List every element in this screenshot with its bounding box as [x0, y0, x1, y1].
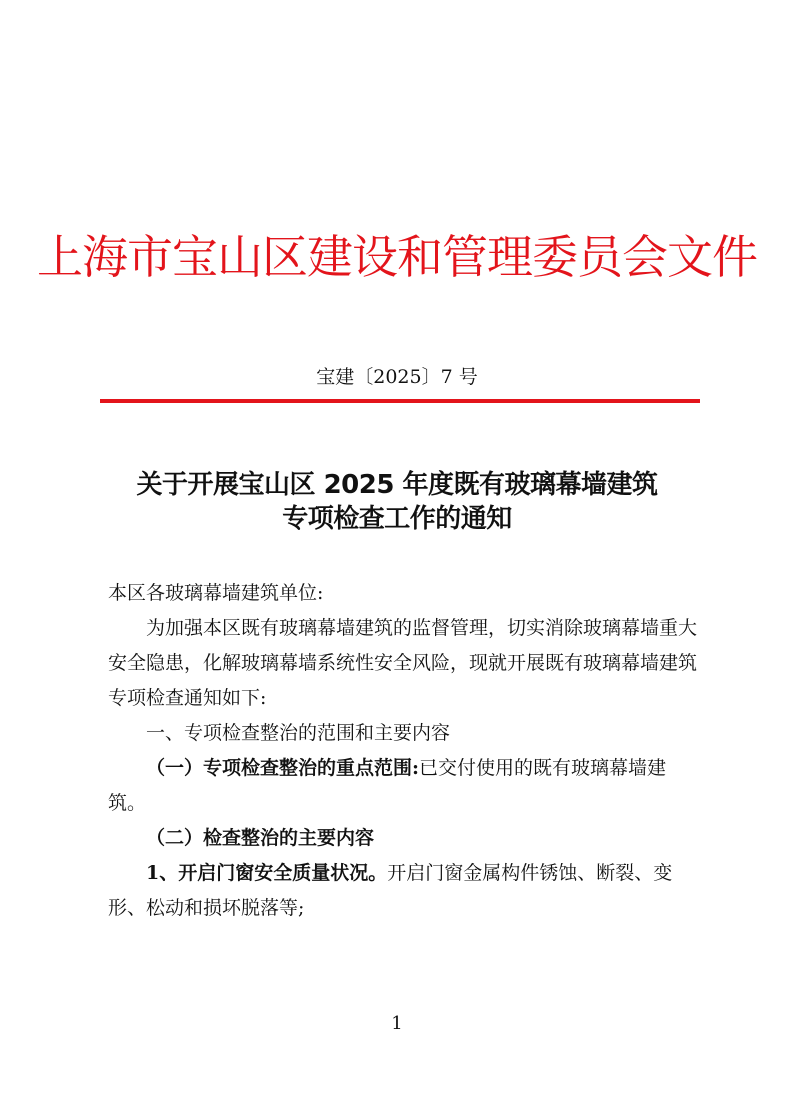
- subsection-2-heading: （二）检查整治的主要内容: [146, 827, 375, 849]
- notice-title-line-2: 专项检查工作的通知: [282, 504, 512, 534]
- salutation: 本区各玻璃幕墙建筑单位:: [108, 582, 324, 604]
- notice-title: [0, 468, 794, 536]
- red-divider-line: [100, 399, 700, 403]
- notice-title-line-1: 关于开展宝山区 2025 年度既有玻璃幕墙建筑: [136, 470, 658, 500]
- document-number: 宝建〔2025〕7 号: [316, 366, 478, 388]
- intro-paragraph: 为加强本区既有玻璃幕墙建筑的监督管理，切实消除玻璃幕墙重大安全隐患，化解玻璃幕墙系统性安全风险，现就开展既有玻璃幕墙建筑专项检查通知如下:: [108, 617, 698, 709]
- item-1-paragraph: [108, 856, 698, 926]
- item-1-heading: 1、开启门窗安全质量状况。: [146, 862, 388, 884]
- item-1-text: 开启门窗金属构件锈蚀、断裂、变形、松动和损坏脱落等;: [108, 862, 673, 919]
- section-1-heading: 一、专项检查整治的范围和主要内容: [146, 722, 451, 744]
- page-number: 1: [391, 1013, 403, 1034]
- agency-header-title: 上海市宝山区建设和管理委员会文件: [37, 230, 757, 284]
- notice-body: [108, 576, 698, 926]
- subsection-1-heading: （一）专项检查整治的重点范围:: [146, 757, 420, 779]
- subsection-1-paragraph: [108, 751, 698, 821]
- subsection-1-text: 已交付使用的既有玻璃幕墙建筑。: [108, 757, 667, 814]
